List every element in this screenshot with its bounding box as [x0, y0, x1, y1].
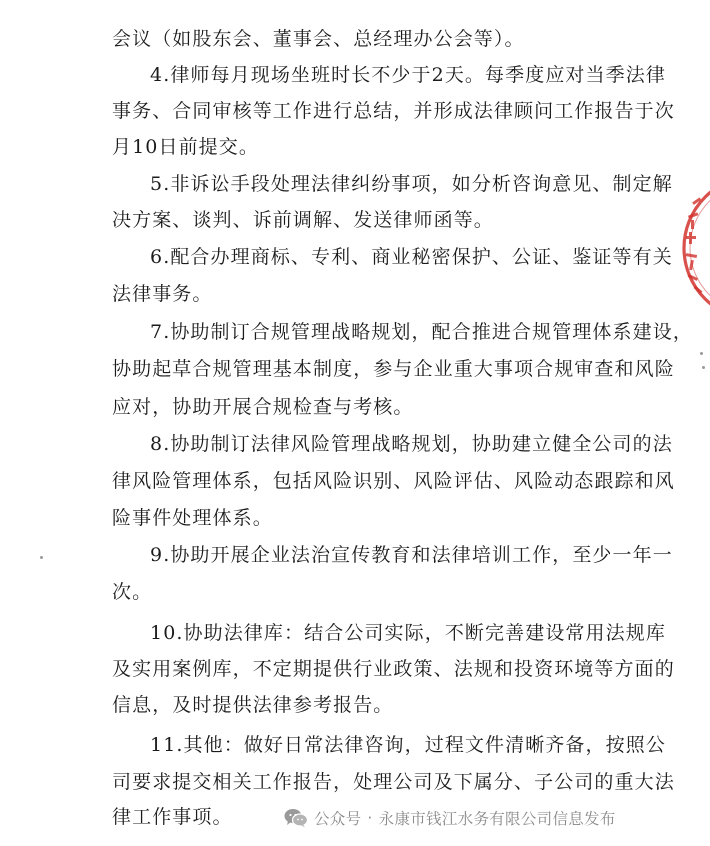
text-line: 会议（如股东会、董事会、总经理办公会等）。 [112, 28, 525, 50]
wechat-icon [284, 808, 308, 828]
text-line: 6.配合办理商标、专利、商业秘密保护、公证、鉴证等有关 [150, 246, 673, 268]
text-line: 7.协助制订合规管理战略规划，配合推进合规管理体系建设， [150, 321, 693, 343]
text-line: 10.协助法律库：结合公司实际，不断完善建设常用法规库 [150, 622, 666, 644]
scan-speck [40, 556, 43, 559]
wechat-watermark [284, 804, 616, 832]
text-line: 信息，及时提供法律参考报告。 [112, 694, 394, 716]
text-line: 11.其他：做好日常法律咨询，过程文件清晰齐备，按照公 [150, 734, 666, 756]
text-line: 险事件处理体系。 [112, 507, 273, 529]
text-line: 事务、合同审核等工作进行总结，并形成法律顾问工作报告于次 [112, 100, 675, 122]
seal-stamp [672, 170, 710, 325]
text-line: 4.律师每月现场坐班时长不少于2天。每季度应对当季法律 [150, 64, 666, 86]
text-line: 司要求提交相关工作报告，处理公司及下属分、子公司的重大法 [112, 771, 675, 793]
text-line: 5.非诉讼手段处理法律纠纷事项，如分析咨询意见、制定解 [150, 173, 673, 195]
text-line: 月10日前提交。 [112, 136, 259, 158]
text-line: 法律事务。 [112, 283, 213, 305]
scan-speck [700, 352, 703, 355]
text-line: 律工作事项。 [112, 806, 233, 828]
text-line: 律风险管理体系，包括风险识别、风险评估、风险动态跟踪和风 [112, 470, 675, 492]
watermark-separator: · [367, 809, 373, 827]
text-line: 应对，协助开展合规检查与考核。 [112, 396, 414, 418]
text-line: 协助起草合规管理基本制度，参与企业重大事项合规审查和风险 [112, 358, 675, 380]
text-line: 9.协助开展企业法治宣传教育和法律培训工作，至少一年一 [150, 544, 673, 566]
watermark-prefix: 公众号 [314, 810, 362, 828]
watermark-source: 永康市钱江水务有限公司信息发布 [378, 810, 616, 828]
text-line: 8.协助制订法律风险管理战略规划，协助建立健全公司的法 [150, 433, 673, 455]
text-line: 次。 [112, 581, 153, 603]
scan-speck [702, 366, 705, 369]
text-line: 决方案、谈判、诉前调解、发送律师函等。 [112, 209, 494, 231]
text-line: 及实用案例库，不定期提供行业政策、法规和投资环境等方面的 [112, 658, 675, 680]
